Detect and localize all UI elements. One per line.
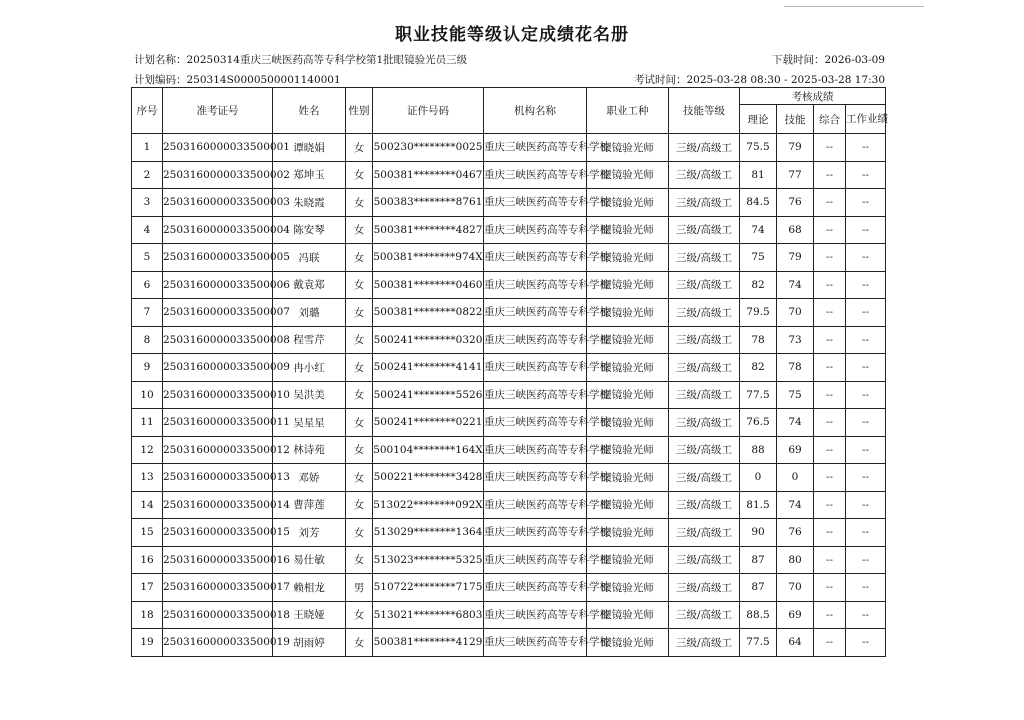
cell-name: 刘芳 (273, 519, 346, 547)
cell-ticket: 2503160000033500012 (163, 436, 273, 464)
cell-gender: 女 (346, 601, 373, 629)
cell-seq: 8 (132, 326, 163, 354)
cell-gender: 女 (346, 161, 373, 189)
cell-seq: 13 (132, 464, 163, 492)
page-title: 职业技能等级认定成绩花名册 (395, 25, 629, 45)
cell-name: 郑坤玉 (273, 161, 346, 189)
cell-name: 吴星星 (273, 409, 346, 437)
cell-level: 三级/高级工 (669, 491, 740, 519)
cell-job: 眼镜验光师 (587, 546, 669, 574)
cell-id: 500381********974X (373, 244, 484, 272)
cell-overall: -- (814, 381, 846, 409)
table-row (132, 271, 886, 299)
cell-ticket: 2503160000033500010 (163, 381, 273, 409)
table-row (132, 491, 886, 519)
cell-overall: -- (814, 326, 846, 354)
cell-ticket: 2503160000033500017 (163, 574, 273, 602)
cell-org: 重庆三峡医药高等专科学校 (484, 409, 587, 437)
cell-level: 三级/高级工 (669, 326, 740, 354)
col-header-scores-group: 考核成绩 (740, 88, 886, 105)
cell-overall: -- (814, 464, 846, 492)
cell-overall: -- (814, 546, 846, 574)
cell-work: -- (846, 244, 886, 272)
cell-skill: 76 (777, 189, 814, 217)
cell-id: 500241********0320 (373, 326, 484, 354)
cell-level: 三级/高级工 (669, 134, 740, 162)
cell-id: 500241********0221 (373, 409, 484, 437)
cell-theory: 76.5 (740, 409, 777, 437)
cell-job: 眼镜验光师 (587, 299, 669, 327)
col-header-job: 职业工种 (587, 88, 669, 134)
cell-gender: 男 (346, 574, 373, 602)
cell-id: 513029********1364 (373, 519, 484, 547)
cell-seq: 6 (132, 271, 163, 299)
cell-theory: 79.5 (740, 299, 777, 327)
cell-job: 眼镜验光师 (587, 409, 669, 437)
cell-overall: -- (814, 299, 846, 327)
download-time-label: 下载时间： (771, 54, 825, 66)
cell-id: 500104********164X (373, 436, 484, 464)
download-time-line (772, 52, 885, 67)
scan-artifact (784, 0, 924, 7)
cell-skill: 74 (777, 491, 814, 519)
table-row (132, 244, 886, 272)
cell-ticket: 2503160000033500007 (163, 299, 273, 327)
cell-name: 陈安琴 (273, 216, 346, 244)
table-row (132, 519, 886, 547)
cell-work: -- (846, 519, 886, 547)
cell-level: 三级/高级工 (669, 574, 740, 602)
table-row (132, 326, 886, 354)
cell-job: 眼镜验光师 (587, 464, 669, 492)
cell-name: 易仕敏 (273, 546, 346, 574)
cell-ticket: 2503160000033500002 (163, 161, 273, 189)
exam-time-line (634, 72, 885, 87)
cell-skill: 70 (777, 574, 814, 602)
col-header-ticket: 准考证号 (163, 88, 273, 134)
cell-seq: 14 (132, 491, 163, 519)
cell-overall: -- (814, 354, 846, 382)
col-header-id: 证件号码 (373, 88, 484, 134)
cell-org: 重庆三峡医药高等专科学校 (484, 189, 587, 217)
cell-gender: 女 (346, 216, 373, 244)
cell-overall: -- (814, 409, 846, 437)
cell-name: 吴洪美 (273, 381, 346, 409)
cell-gender: 女 (346, 299, 373, 327)
cell-ticket: 2503160000033500001 (163, 134, 273, 162)
cell-work: -- (846, 326, 886, 354)
cell-job: 眼镜验光师 (587, 601, 669, 629)
cell-ticket: 2503160000033500018 (163, 601, 273, 629)
cell-ticket: 2503160000033500013 (163, 464, 273, 492)
table-row (132, 574, 886, 602)
cell-name: 曹萍莲 (273, 491, 346, 519)
cell-level: 三级/高级工 (669, 436, 740, 464)
cell-ticket: 2503160000033500019 (163, 629, 273, 657)
col-header-work: 工作业绩 (846, 105, 886, 134)
cell-level: 三级/高级工 (669, 299, 740, 327)
cell-ticket: 2503160000033500004 (163, 216, 273, 244)
cell-job: 眼镜验光师 (587, 161, 669, 189)
cell-org: 重庆三峡医药高等专科学校 (484, 271, 587, 299)
cell-skill: 69 (777, 601, 814, 629)
cell-work: -- (846, 436, 886, 464)
cell-work: -- (846, 354, 886, 382)
cell-seq: 9 (132, 354, 163, 382)
plan-name-line (134, 52, 467, 67)
cell-id: 513022********092X (373, 491, 484, 519)
cell-name: 谭晓娟 (273, 134, 346, 162)
cell-job: 眼镜验光师 (587, 574, 669, 602)
cell-overall: -- (814, 574, 846, 602)
cell-overall: -- (814, 244, 846, 272)
cell-id: 500381********0822 (373, 299, 484, 327)
cell-work: -- (846, 546, 886, 574)
table-row (132, 409, 886, 437)
cell-ticket: 2503160000033500011 (163, 409, 273, 437)
cell-work: -- (846, 299, 886, 327)
cell-theory: 87 (740, 546, 777, 574)
col-header-level: 技能等级 (669, 88, 740, 134)
cell-org: 重庆三峡医药高等专科学校 (484, 464, 587, 492)
cell-skill: 75 (777, 381, 814, 409)
cell-seq: 1 (132, 134, 163, 162)
cell-name: 程雪芹 (273, 326, 346, 354)
cell-job: 眼镜验光师 (587, 436, 669, 464)
cell-name: 邓娇 (273, 464, 346, 492)
cell-gender: 女 (346, 491, 373, 519)
cell-seq: 12 (132, 436, 163, 464)
col-header-gender: 性别 (346, 88, 373, 134)
cell-level: 三级/高级工 (669, 381, 740, 409)
cell-theory: 0 (740, 464, 777, 492)
cell-gender: 女 (346, 354, 373, 382)
cell-theory: 82 (740, 354, 777, 382)
cell-org: 重庆三峡医药高等专科学校 (484, 546, 587, 574)
plan-code-label: 计划编码： (134, 74, 187, 86)
cell-org: 重庆三峡医药高等专科学校 (484, 299, 587, 327)
cell-skill: 79 (777, 244, 814, 272)
table-row (132, 161, 886, 189)
cell-skill: 74 (777, 271, 814, 299)
cell-id: 513023********5325 (373, 546, 484, 574)
cell-org: 重庆三峡医药高等专科学校 (484, 601, 587, 629)
cell-gender: 女 (346, 244, 373, 272)
cell-work: -- (846, 491, 886, 519)
cell-gender: 女 (346, 519, 373, 547)
cell-job: 眼镜验光师 (587, 354, 669, 382)
table-row (132, 299, 886, 327)
cell-gender: 女 (346, 629, 373, 657)
cell-work: -- (846, 464, 886, 492)
cell-level: 三级/高级工 (669, 601, 740, 629)
cell-seq: 19 (132, 629, 163, 657)
table-row (132, 381, 886, 409)
exam-time-label: 考试时间： (634, 74, 687, 86)
cell-work: -- (846, 161, 886, 189)
cell-work: -- (846, 271, 886, 299)
cell-job: 眼镜验光师 (587, 216, 669, 244)
cell-seq: 4 (132, 216, 163, 244)
cell-ticket: 2503160000033500008 (163, 326, 273, 354)
cell-skill: 70 (777, 299, 814, 327)
cell-level: 三级/高级工 (669, 244, 740, 272)
cell-job: 眼镜验光师 (587, 134, 669, 162)
cell-org: 重庆三峡医药高等专科学校 (484, 436, 587, 464)
cell-org: 重庆三峡医药高等专科学校 (484, 381, 587, 409)
cell-overall: -- (814, 491, 846, 519)
cell-work: -- (846, 216, 886, 244)
cell-gender: 女 (346, 189, 373, 217)
table-row (132, 546, 886, 574)
plan-name-value: 20250314重庆三峡医药高等专科学校第1批眼镜验光员三级 (186, 54, 468, 66)
cell-gender: 女 (346, 436, 373, 464)
col-header-skill: 技能 (777, 105, 814, 134)
cell-theory: 78 (740, 326, 777, 354)
table-row (132, 464, 886, 492)
cell-name: 王晓娅 (273, 601, 346, 629)
score-roster-table (131, 87, 886, 657)
cell-seq: 3 (132, 189, 163, 217)
cell-org: 重庆三峡医药高等专科学校 (484, 629, 587, 657)
cell-org: 重庆三峡医药高等专科学校 (484, 134, 587, 162)
cell-org: 重庆三峡医药高等专科学校 (484, 244, 587, 272)
cell-overall: -- (814, 601, 846, 629)
cell-level: 三级/高级工 (669, 519, 740, 547)
table-row (132, 601, 886, 629)
cell-seq: 5 (132, 244, 163, 272)
table-row (132, 436, 886, 464)
cell-work: -- (846, 134, 886, 162)
cell-seq: 17 (132, 574, 163, 602)
cell-gender: 女 (346, 134, 373, 162)
cell-name: 林诗苑 (273, 436, 346, 464)
cell-gender: 女 (346, 409, 373, 437)
cell-name: 赖相龙 (273, 574, 346, 602)
cell-work: -- (846, 629, 886, 657)
cell-seq: 16 (132, 546, 163, 574)
cell-id: 500383********8761 (373, 189, 484, 217)
cell-theory: 88 (740, 436, 777, 464)
cell-seq: 7 (132, 299, 163, 327)
cell-name: 刘璐 (273, 299, 346, 327)
cell-theory: 87 (740, 574, 777, 602)
cell-theory: 75 (740, 244, 777, 272)
cell-overall: -- (814, 271, 846, 299)
cell-theory: 88.5 (740, 601, 777, 629)
cell-org: 重庆三峡医药高等专科学校 (484, 519, 587, 547)
cell-seq: 18 (132, 601, 163, 629)
col-header-seq: 序号 (132, 88, 163, 134)
cell-theory: 75.5 (740, 134, 777, 162)
cell-job: 眼镜验光师 (587, 491, 669, 519)
cell-ticket: 2503160000033500003 (163, 189, 273, 217)
cell-id: 500221********3428 (373, 464, 484, 492)
cell-org: 重庆三峡医药高等专科学校 (484, 326, 587, 354)
cell-id: 513021********6803 (373, 601, 484, 629)
cell-work: -- (846, 189, 886, 217)
cell-id: 500381********4129 (373, 629, 484, 657)
table-row (132, 629, 886, 657)
cell-ticket: 2503160000033500005 (163, 244, 273, 272)
cell-level: 三级/高级工 (669, 189, 740, 217)
cell-skill: 64 (777, 629, 814, 657)
cell-ticket: 2503160000033500006 (163, 271, 273, 299)
cell-name: 冯联 (273, 244, 346, 272)
cell-theory: 82 (740, 271, 777, 299)
cell-theory: 81 (740, 161, 777, 189)
plan-code-line (134, 72, 341, 87)
plan-name-label: 计划名称： (134, 54, 187, 66)
table-row (132, 189, 886, 217)
cell-level: 三级/高级工 (669, 546, 740, 574)
cell-overall: -- (814, 189, 846, 217)
cell-ticket: 2503160000033500014 (163, 491, 273, 519)
cell-theory: 90 (740, 519, 777, 547)
cell-seq: 11 (132, 409, 163, 437)
cell-level: 三级/高级工 (669, 216, 740, 244)
cell-skill: 69 (777, 436, 814, 464)
cell-name: 胡雨婷 (273, 629, 346, 657)
cell-id: 500241********4141 (373, 354, 484, 382)
cell-skill: 73 (777, 326, 814, 354)
cell-org: 重庆三峡医药高等专科学校 (484, 216, 587, 244)
cell-theory: 77.5 (740, 381, 777, 409)
cell-job: 眼镜验光师 (587, 326, 669, 354)
cell-id: 500230********0025 (373, 134, 484, 162)
cell-name: 朱晓霞 (273, 189, 346, 217)
cell-name: 戴袁郑 (273, 271, 346, 299)
cell-seq: 10 (132, 381, 163, 409)
col-header-theory: 理论 (740, 105, 777, 134)
cell-job: 眼镜验光师 (587, 381, 669, 409)
cell-level: 三级/高级工 (669, 271, 740, 299)
cell-skill: 78 (777, 354, 814, 382)
cell-skill: 77 (777, 161, 814, 189)
table-row (132, 354, 886, 382)
cell-job: 眼镜验光师 (587, 271, 669, 299)
cell-work: -- (846, 601, 886, 629)
download-time-value: 2026-03-09 (824, 54, 885, 66)
cell-work: -- (846, 574, 886, 602)
cell-gender: 女 (346, 326, 373, 354)
cell-gender: 女 (346, 546, 373, 574)
cell-job: 眼镜验光师 (587, 244, 669, 272)
cell-id: 510722********7175 (373, 574, 484, 602)
cell-org: 重庆三峡医药高等专科学校 (484, 161, 587, 189)
cell-job: 眼镜验光师 (587, 519, 669, 547)
cell-overall: -- (814, 436, 846, 464)
cell-level: 三级/高级工 (669, 629, 740, 657)
cell-work: -- (846, 381, 886, 409)
cell-name: 冉小红 (273, 354, 346, 382)
cell-overall: -- (814, 134, 846, 162)
cell-id: 500241********5526 (373, 381, 484, 409)
cell-ticket: 2503160000033500015 (163, 519, 273, 547)
col-header-org: 机构名称 (484, 88, 587, 134)
cell-seq: 2 (132, 161, 163, 189)
cell-ticket: 2503160000033500016 (163, 546, 273, 574)
cell-job: 眼镜验光师 (587, 189, 669, 217)
cell-seq: 15 (132, 519, 163, 547)
cell-theory: 77.5 (740, 629, 777, 657)
cell-skill: 74 (777, 409, 814, 437)
plan-code-value: 250314S0000500001140001 (186, 74, 341, 86)
cell-skill: 68 (777, 216, 814, 244)
cell-ticket: 2503160000033500009 (163, 354, 273, 382)
exam-time-value: 2025-03-28 08:30 - 2025-03-28 17:30 (686, 74, 885, 86)
cell-level: 三级/高级工 (669, 464, 740, 492)
cell-level: 三级/高级工 (669, 161, 740, 189)
table-row (132, 134, 886, 162)
cell-skill: 79 (777, 134, 814, 162)
cell-id: 500381********0460 (373, 271, 484, 299)
cell-gender: 女 (346, 381, 373, 409)
col-header-overall: 综合 (814, 105, 846, 134)
cell-theory: 81.5 (740, 491, 777, 519)
table-row (132, 216, 886, 244)
cell-skill: 0 (777, 464, 814, 492)
col-header-name: 姓名 (273, 88, 346, 134)
cell-theory: 84.5 (740, 189, 777, 217)
cell-gender: 女 (346, 271, 373, 299)
cell-overall: -- (814, 629, 846, 657)
cell-org: 重庆三峡医药高等专科学校 (484, 574, 587, 602)
cell-work: -- (846, 409, 886, 437)
cell-id: 500381********0467 (373, 161, 484, 189)
cell-id: 500381********4827 (373, 216, 484, 244)
cell-overall: -- (814, 519, 846, 547)
cell-level: 三级/高级工 (669, 409, 740, 437)
cell-overall: -- (814, 161, 846, 189)
cell-skill: 76 (777, 519, 814, 547)
cell-theory: 74 (740, 216, 777, 244)
cell-level: 三级/高级工 (669, 354, 740, 382)
cell-gender: 女 (346, 464, 373, 492)
cell-org: 重庆三峡医药高等专科学校 (484, 491, 587, 519)
cell-skill: 80 (777, 546, 814, 574)
cell-job: 眼镜验光师 (587, 629, 669, 657)
cell-org: 重庆三峡医药高等专科学校 (484, 354, 587, 382)
cell-overall: -- (814, 216, 846, 244)
